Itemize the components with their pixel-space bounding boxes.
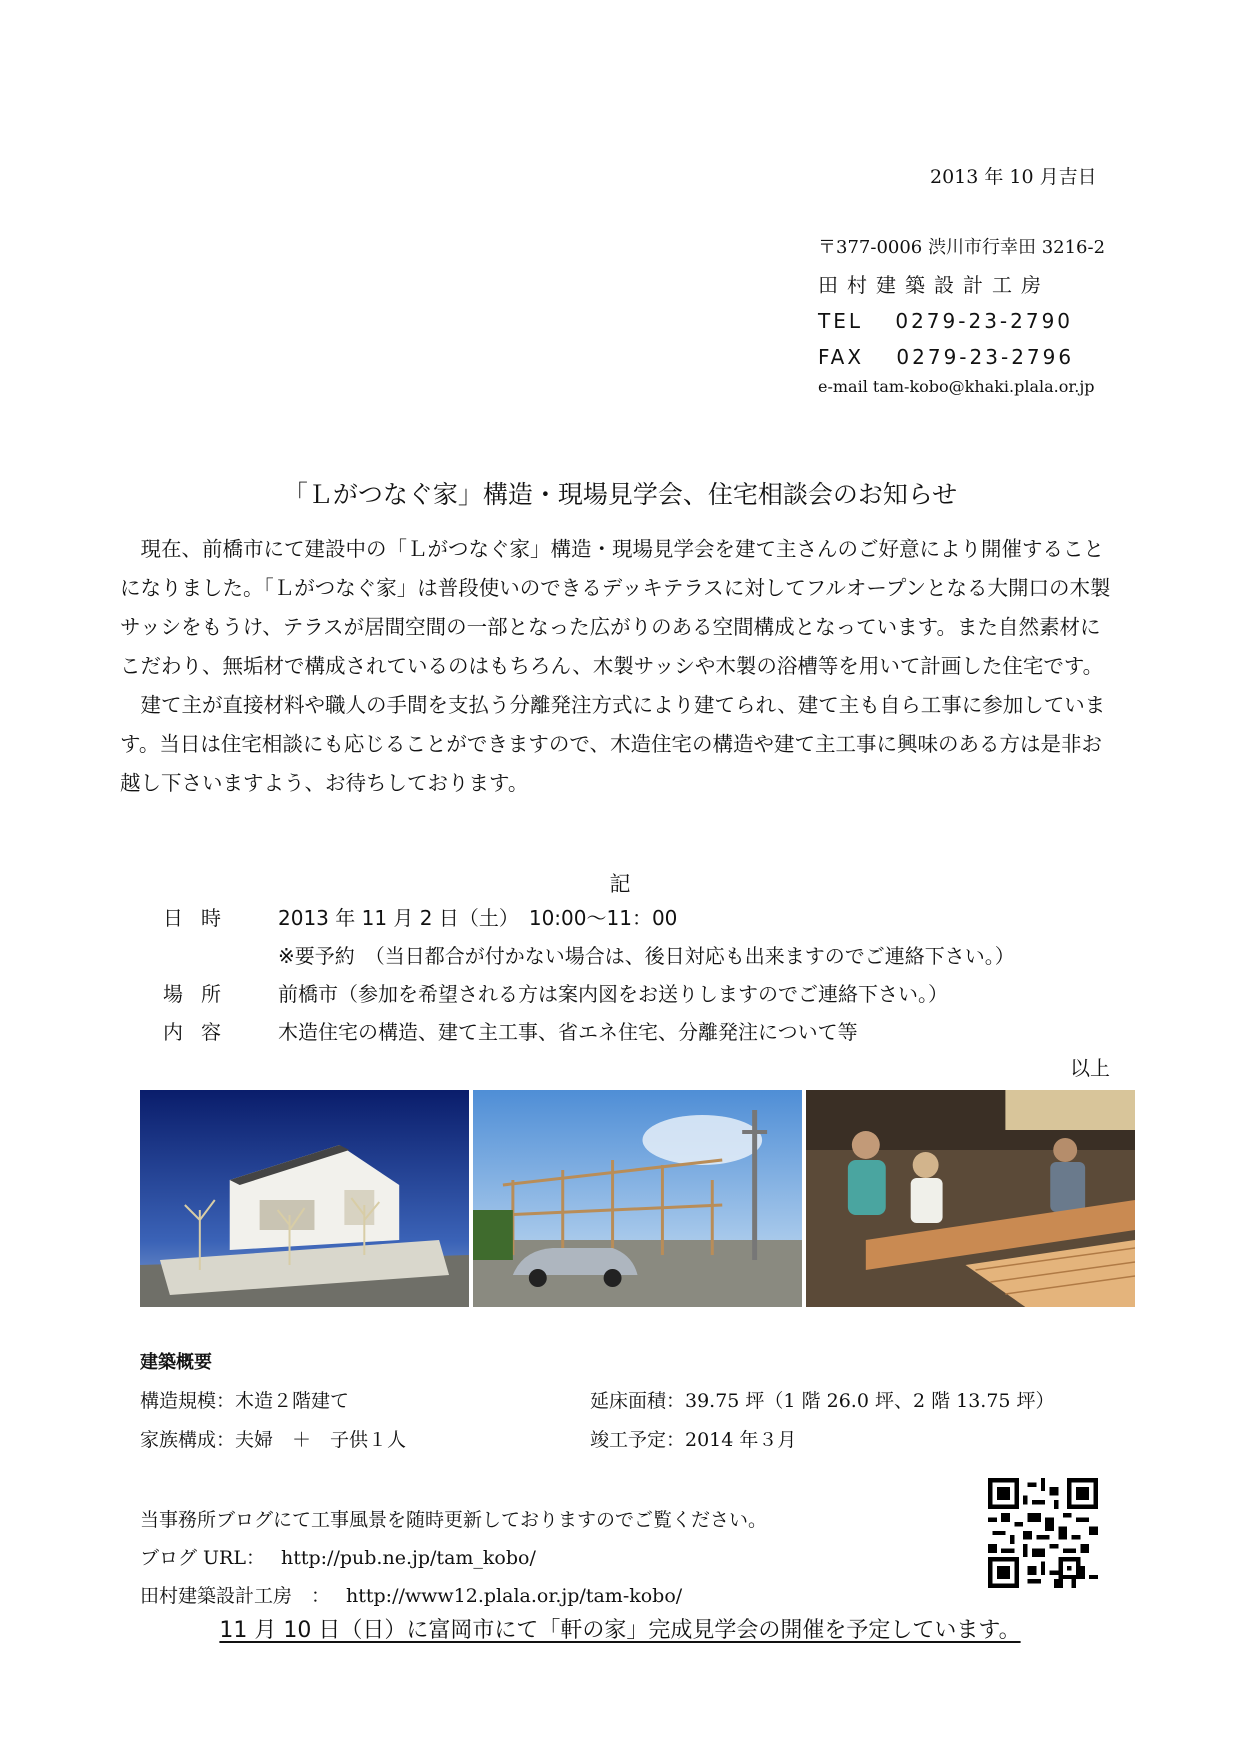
upcoming-event-notice [0, 1613, 1240, 1644]
detail-content-label: 内容 [163, 1020, 239, 1044]
detail-reservation [163, 940, 1015, 978]
blog-url-row [140, 1543, 767, 1581]
sender-address: 〒377-0006 渋川市行幸田 3216-2 [818, 237, 1106, 258]
site-url-link[interactable]: http://www12.plala.or.jp/tam-kobo/ [346, 1585, 683, 1607]
qr-code [988, 1478, 1098, 1588]
sender-company: 田村建築設計工房 [818, 273, 1050, 297]
ki-heading: 記 [609, 872, 631, 896]
overview-completion: 竣工予定：2014 年３月 [590, 1429, 797, 1451]
site-url-label: 田村建築設計工房 ： [140, 1585, 331, 1607]
sender-tel: TEL 0279-23-2790 [818, 309, 1074, 333]
ijo-closing: 以上 [1070, 1056, 1110, 1080]
overview-floor-area: 延床面積：39.75 坪（1 階 26.0 坪、2 階 13.75 坪） [590, 1390, 1055, 1412]
body-paragraph-1: 現在、前橋市にて建設中の「Ｌがつなぐ家」構造・現場見学会を建て主さんのご好意により開催することになりました。「Ｌがつなぐ家」は普段使いのできるデッキテラスに対してフルオープンとなる大開口の木製サッシをもうけ、テラスが居間空間の一部となった広がりのある空間構成となっています。また自然素材にこだわり、無垢材で構成されているのはもちろん、木製サッシや木製の浴槽等を用いて計画した住宅です。 [120, 537, 1111, 678]
blog-url-link[interactable]: http://pub.ne.jp/tam_kobo/ [280, 1547, 536, 1569]
detail-place-label: 場所 [163, 982, 239, 1006]
workshop-photo [806, 1090, 1135, 1307]
sender-email: e-mail tam-kobo@khaki.plala.or.jp [818, 377, 1095, 396]
building-overview [140, 1348, 1140, 1452]
document-date: 2013 年 10 月吉日 [930, 166, 1097, 188]
document-title: 「Ｌがつなぐ家」構造・現場見学会、住宅相談会のお知らせ [282, 480, 958, 509]
footer-links [140, 1505, 767, 1619]
overview-structure: 構造規模：木造２階建て [140, 1390, 350, 1412]
sender-fax: FAX 0279-23-2796 [818, 345, 1075, 369]
detail-reservation-note: ※要予約 （当日都合が付かない場合は、後日対応も出来ますのでご連絡下さい。） [278, 944, 1015, 968]
body-paragraph-2: 建て主が直接材料や職人の手間を支払う分離発注方式により建てられ、建て主も自ら工事に参加しています。当日は住宅相談にも応じることができますので、木造住宅の構造や建て主工事に興味のある方は是非お越し下さいますよう、お待ちしております。 [120, 693, 1106, 795]
model-house-photo [140, 1090, 469, 1307]
upcoming-event-text: 11 月 10 日（日）に富岡市にて「軒の家」完成見学会の開催を予定しています。 [219, 1618, 1021, 1643]
blog-notice: 当事務所ブログにて工事風景を随時更新しておりますのでご覧ください。 [140, 1509, 768, 1531]
detail-place-value: 前橋市（参加を希望される方は案内図をお送りしますのでご連絡下さい。） [278, 982, 948, 1006]
detail-place [163, 978, 948, 1016]
detail-datetime-label: 日時 [163, 906, 239, 930]
overview-family: 家族構成：夫婦 ＋ 子供１人 [140, 1429, 407, 1451]
event-details [163, 902, 1015, 1054]
construction-site-photo [473, 1090, 802, 1307]
photo-strip [140, 1090, 1135, 1307]
detail-datetime-value: 2013 年 11 月 2 日（土） 10:00～11：00 [278, 906, 678, 930]
blog-url-label: ブログ URL： [140, 1547, 265, 1569]
body-text [120, 530, 1120, 803]
detail-datetime [163, 902, 678, 940]
sender-block [818, 233, 1105, 413]
overview-heading: 建築概要 [140, 1352, 212, 1373]
detail-content-value: 木造住宅の構造、建て主工事、省エネ住宅、分離発注について等 [278, 1020, 858, 1044]
detail-content [163, 1016, 858, 1054]
